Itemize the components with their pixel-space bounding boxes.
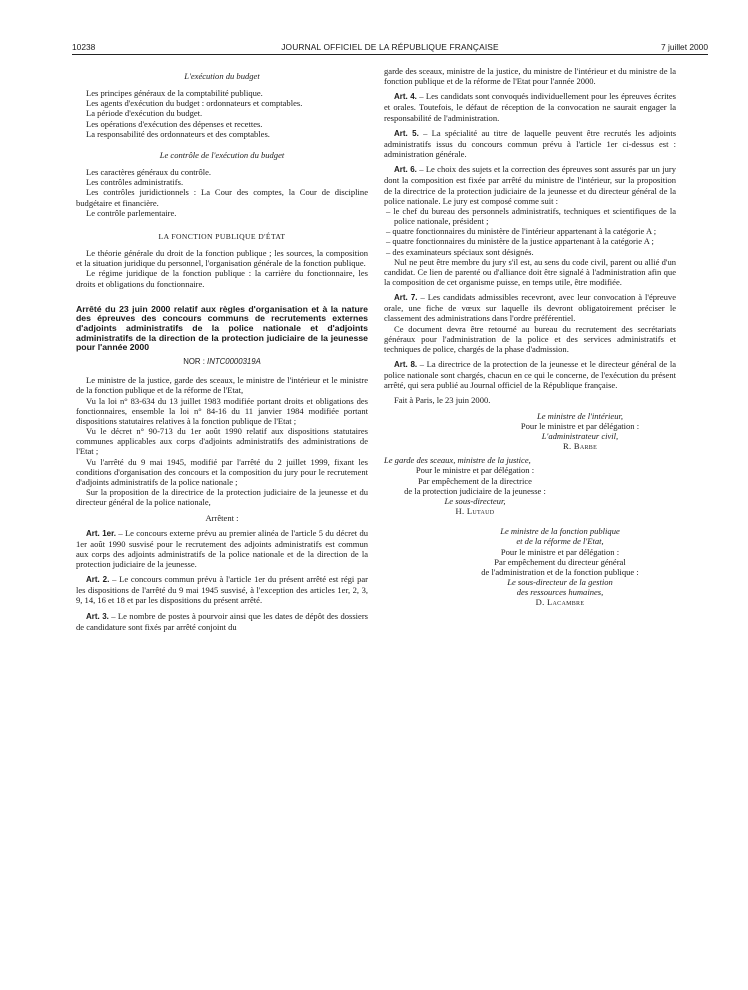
article-6-paragraph: Nul ne peut être membre du jury s'il est, au sens du code civil, parent ou allié d'un candidat. Ce lien de parenté ou d'alliance doit être signalé à l'administration afin que la composition de cet organisme puisse, en temps utile, être modifiée. bbox=[384, 256, 676, 287]
article-1-text: – Le concours externe prévu au premier alinéa de l'article 5 du décret du 1er août 1990 susvisé pour le recrutement des adjoints administratifs est commun aux corps des adjoints administratifs de la police nationale et de la direction de la protection judiciaire de la jeunesse. bbox=[76, 527, 369, 569]
budget-item: Les principes généraux de la comptabilité publique. bbox=[86, 88, 263, 99]
article-8 bbox=[384, 359, 676, 390]
section-heading-budget: L'exécution du budget bbox=[184, 71, 260, 81]
signatory-name: H. Lutaud bbox=[455, 506, 495, 517]
article-3-continuation: garde des sceaux, ministre de la justice, du ministre de l'intérieur et du ministre de la fonction publique et de la réforme de l'Etat pour l'année 2000. bbox=[384, 66, 676, 87]
signatory-title: Le garde des sceaux, ministre de la justice, bbox=[384, 455, 531, 466]
signatory-name: R. Barbe bbox=[562, 441, 598, 452]
article-5-label: Art. 5. bbox=[394, 128, 419, 138]
article-7 bbox=[384, 292, 676, 323]
budget-item: La période d'exécution du budget. bbox=[86, 108, 203, 119]
fonction-paragraph: Le théorie générale du droit de la fonction publique ; les sources, la composition et la situation juridique du personnel, l'organisation générale de la fonction publique. bbox=[76, 248, 368, 269]
nor-reference bbox=[76, 357, 368, 367]
budget-item: Les agents d'exécution du budget : ordonnateurs et comptables. bbox=[86, 98, 303, 109]
header-rule bbox=[72, 54, 708, 55]
signatory-title: Le ministre de l'intérieur, bbox=[536, 410, 624, 421]
jury-item: – quatre fonctionnaires du ministère de l'intérieur appartenant à la catégorie A ; bbox=[386, 226, 657, 237]
signatory-line: Pour le ministre et par délégation : bbox=[500, 546, 620, 557]
jury-item: – des examinateurs spéciaux sont désignés. bbox=[386, 246, 534, 257]
article-4-label: Art. 4. bbox=[394, 92, 417, 102]
section-heading-controle: Le contrôle de l'exécution du budget bbox=[159, 149, 285, 160]
signatory-line: Le sous-directeur de la gestion bbox=[507, 577, 613, 588]
signatory-line: Par empêchement de la directrice bbox=[418, 475, 532, 486]
controle-item: Les contrôles juridictionnels : La Cour des comptes, la Cour de discipline budgétaire et financière. bbox=[76, 187, 368, 208]
article-8-text: – La directrice de la protection de la jeunesse et le directeur général de la police nationale sont chargés, chacun en ce qui le concerne, de l'exécution du présent arrêté, qui sera publié au Journal officiel de la République française. bbox=[384, 359, 676, 391]
preamble-paragraph: Vu le décret n° 90-713 du 1er août 1990 relatif aux dispositions statutaires communes applicables aux corps d'adjoints administratifs des administrations de l'Etat ; bbox=[76, 426, 368, 457]
issue-date: 7 juillet 2000 bbox=[660, 42, 708, 52]
article-3-text: – Le nombre de postes à pourvoir ainsi que les dates de dépôt des dossiers de candidature sont fixés par arrêté conjoint du bbox=[76, 610, 369, 632]
section-heading-fonction-publique: LA FONCTION PUBLIQUE D'ÉTAT bbox=[158, 231, 286, 241]
article-1 bbox=[76, 528, 368, 570]
signatory-line: Pour le ministre et par délégation : bbox=[520, 420, 640, 431]
article-7-paragraph: Ce document devra être retourné au bureau du recrutement des secrétariats généraux pour l'administration de la police et des services administratifs et techniques de police, chargés de la phase d'admission. bbox=[384, 323, 676, 354]
fonction-paragraph: Le régime juridique de la fonction publique : la carrière du fonctionnaire, les droits et obligations du fonctionnaire. bbox=[76, 268, 368, 289]
article-5 bbox=[384, 128, 676, 159]
preamble-paragraph: Vu l'arrêté du 9 mai 1945, modifié par l'arrêté du 2 juillet 1999, fixant les conditions d'organisation des concours et la composition du jury pour le recrutement d'adjoints administratifs de la police nationale ; bbox=[76, 456, 368, 487]
article-2 bbox=[76, 574, 368, 605]
preamble-paragraph: Sur la proposition de la directrice de la protection judiciaire de la jeunesse et du directeur général de la police nationale, bbox=[76, 487, 368, 508]
article-4 bbox=[384, 91, 676, 122]
controle-item: Les caractères généraux du contrôle. bbox=[86, 167, 212, 178]
arretent-heading: Arrêtent : bbox=[205, 513, 239, 524]
signatory-line: L'administrateur civil, bbox=[541, 431, 619, 441]
signatory-line: de la protection judiciaire de la jeunesse : bbox=[404, 485, 546, 496]
article-8-label: Art. 8. bbox=[394, 360, 418, 370]
signatory-name: D. Lacambre bbox=[535, 597, 585, 608]
article-7-text: – Les candidats admissibles recevront, avec leur convocation à l'épreuve orale, une fiche de vœux sur laquelle ils devront obligatoirement préciser le classement des administrations dans l'ordre préférentiel. bbox=[384, 292, 676, 324]
left-column bbox=[76, 66, 368, 632]
signature-justice bbox=[384, 455, 676, 516]
jury-item: – le chef du bureau des personnels administratifs, techniques et scientifiques de la police nationale, président ; bbox=[386, 205, 676, 227]
article-6-text: – Le choix des sujets et la correction des épreuves sont assurés par un jury dont la composition est fixée par arrêté du ministre de l'intérieur, sur la proposition de la directrice de la protection judiciaire de la jeunesse et du directeur général de la police nationale. Le jury est composé comme suit : bbox=[384, 164, 676, 206]
article-2-text: – Le concours commun prévu à l'article 1er du présent arrêté est régi par les dispositions de l'arrêté du 9 mai 1945 susvisé, à l'exception des articles 1er, 2, 3, 9, 14, 16 et 18 et par les dispositions du présent arrêté. bbox=[76, 574, 368, 606]
jury-item: – quatre fonctionnaires du ministère de la justice appartenant à la catégorie A ; bbox=[386, 236, 654, 247]
preamble-paragraph: Vu la loi n° 83-634 du 13 juillet 1983 modifiée portant droits et obligations des fonctionnaires, ensemble la loi n° 84-16 du 11 janvier 1984 modifiée portant dispositions statutaires relatives à la fonction publique de l'Etat ; bbox=[76, 395, 368, 426]
signatory-line: de l'administration et de la fonction publique : bbox=[481, 566, 639, 577]
budget-item: Les opérations d'exécution des dépenses et recettes. bbox=[86, 118, 263, 129]
arrete-title: Arrêté du 23 juin 2000 relatif aux règles d'organisation et à la nature des épreuves des concours communs de recrutements externes d'adjoints administratifs de la police nationale et d'adjoints administratifs de la direction de la protection judiciaire de la jeunesse pour l'année 2000 bbox=[76, 303, 368, 353]
controle-item: Les contrôles administratifs. bbox=[86, 177, 184, 188]
signatory-title: Le ministre de la fonction publique bbox=[500, 526, 620, 537]
article-7-label: Art. 7. bbox=[394, 293, 418, 303]
article-2-label: Art. 2. bbox=[86, 575, 110, 585]
nor-label: NOR : bbox=[183, 357, 205, 367]
article-6 bbox=[384, 164, 676, 206]
signature-interieur bbox=[484, 411, 676, 452]
signatory-line: Par empêchement du directeur général bbox=[494, 556, 626, 567]
article-5-text: – La spécialité au titre de laquelle peuvent être recrutés les adjoints administratifs issus du concours commun prévu à l'article 1er ci-dessus est : administration générale. bbox=[384, 127, 677, 160]
nor-value: INTC0000319A bbox=[207, 357, 261, 367]
signature-fonction-publique bbox=[444, 526, 676, 607]
budget-item: La responsabilité des ordonnateurs et des comptables. bbox=[86, 128, 270, 139]
article-3-label: Art. 3. bbox=[86, 611, 109, 621]
article-6-label: Art. 6. bbox=[394, 165, 417, 175]
article-1-label: Art. 1er. bbox=[86, 528, 116, 538]
signatory-line: Le sous-directeur, bbox=[444, 495, 506, 506]
right-column bbox=[384, 66, 676, 608]
signatory-title: et de la réforme de l'Etat, bbox=[516, 536, 604, 547]
page-number: 10238 bbox=[72, 42, 96, 52]
signatory-line: des ressources humaines, bbox=[516, 587, 604, 598]
article-4-text: – Les candidats sont convoqués individuellement pour les épreuves écrites et orales. Toutefois, le défaut de réception de la convocation ne saurait engager la responsabilité de l'administration. bbox=[384, 91, 677, 123]
controle-item: Le contrôle parlementaire. bbox=[86, 207, 177, 218]
fait-a-paris: Fait à Paris, le 23 juin 2000. bbox=[394, 394, 491, 405]
preamble-paragraph: Le ministre de la justice, garde des sceaux, le ministre de l'intérieur et le ministre de la fonction publique et de la réforme de l'Etat, bbox=[76, 375, 368, 396]
signatory-line: Pour le ministre et par délégation : bbox=[415, 465, 535, 476]
article-3 bbox=[76, 611, 368, 632]
journal-title: JOURNAL OFFICIEL DE LA RÉPUBLIQUE FRANÇAISE bbox=[281, 42, 499, 52]
